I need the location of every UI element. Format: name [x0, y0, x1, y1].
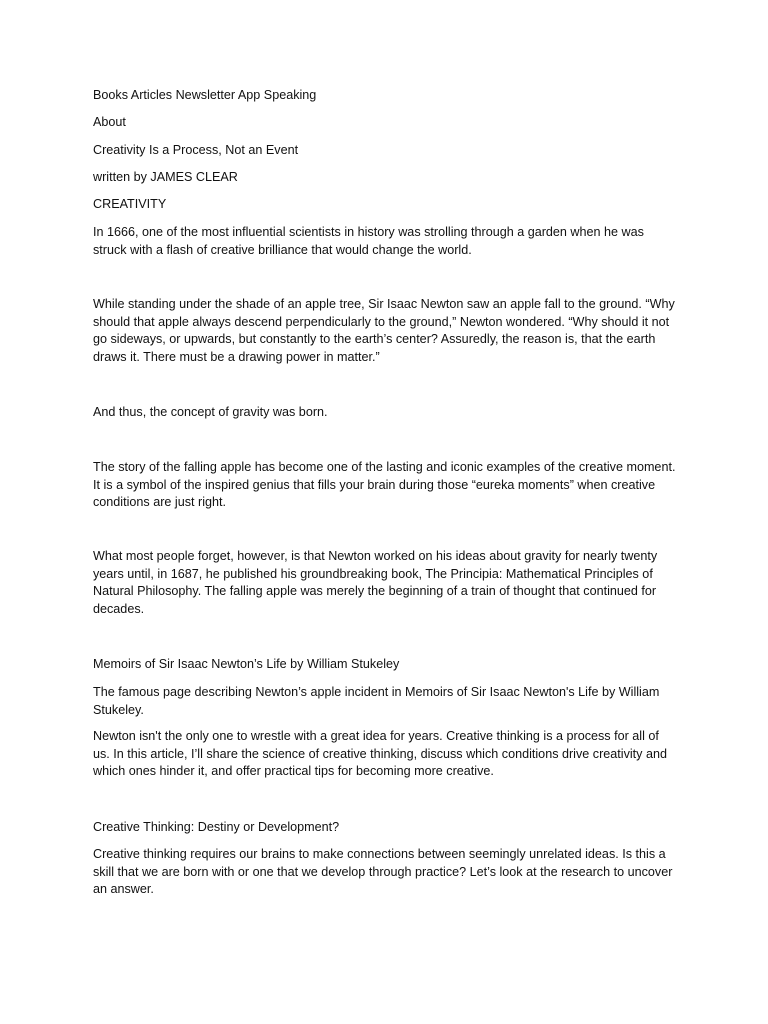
category-label: CREATIVITY	[93, 197, 167, 211]
image-caption: The famous page describing Newton’s apple incident in Memoirs of Sir Isaac Newton's Life by William Stukeley.	[93, 685, 660, 717]
about-link[interactable]: About	[93, 115, 126, 129]
nav-links[interactable]: Books Articles Newsletter App Speaking	[93, 88, 317, 102]
section-heading: Creative Thinking: Destiny or Development?	[93, 820, 340, 834]
paragraph-7: Creative thinking requires our brains to make connections between seemingly unrelated ideas. Is this a skill that we are born with or one that we develop through practice? Let’s look at the research to uncover an answer.	[93, 847, 673, 897]
paragraph-4: The story of the falling apple has become one of the lasting and iconic examples of the creative moment. It is a symbol of the inspired genius that fills your brain during those “eureka moments” when creative conditions are just right.	[93, 460, 676, 510]
paragraph-2: While standing under the shade of an apple tree, Sir Isaac Newton saw an apple fall to the ground. “Why should that apple always descend perpendicularly to the ground,” Newton wondered. “Why should it not go sideways, or upwards, but constantly to the earth’s center? Assuredly, the reason is, that the earth draws it. There must be a drawing power in matter.”	[93, 297, 675, 364]
article-title: Creativity Is a Process, Not an Event	[93, 143, 299, 157]
paragraph-3: And thus, the concept of gravity was born.	[93, 405, 328, 419]
image-title: Memoirs of Sir Isaac Newton’s Life by William Stukeley	[93, 657, 400, 671]
paragraph-1: In 1666, one of the most influential scientists in history was strolling through a garden when he was struck with a flash of creative brilliance that would change the world.	[93, 225, 644, 257]
paragraph-6: Newton isn't the only one to wrestle with a great idea for years. Creative thinking is a process for all of us. In this article, I’ll share the science of creative thinking, discuss which conditions drive creativity and which ones hinder it, and offer practical tips for becoming more creative.	[93, 729, 667, 779]
byline: written by JAMES CLEAR	[93, 170, 238, 184]
paragraph-5: What most people forget, however, is that Newton worked on his ideas about gravity for nearly twenty years until, in 1687, he published his groundbreaking book, The Principia: Mathematical Principles of Natural Philosophy. The falling apple was merely the beginning of a train of thought that continued for decades.	[93, 549, 658, 616]
